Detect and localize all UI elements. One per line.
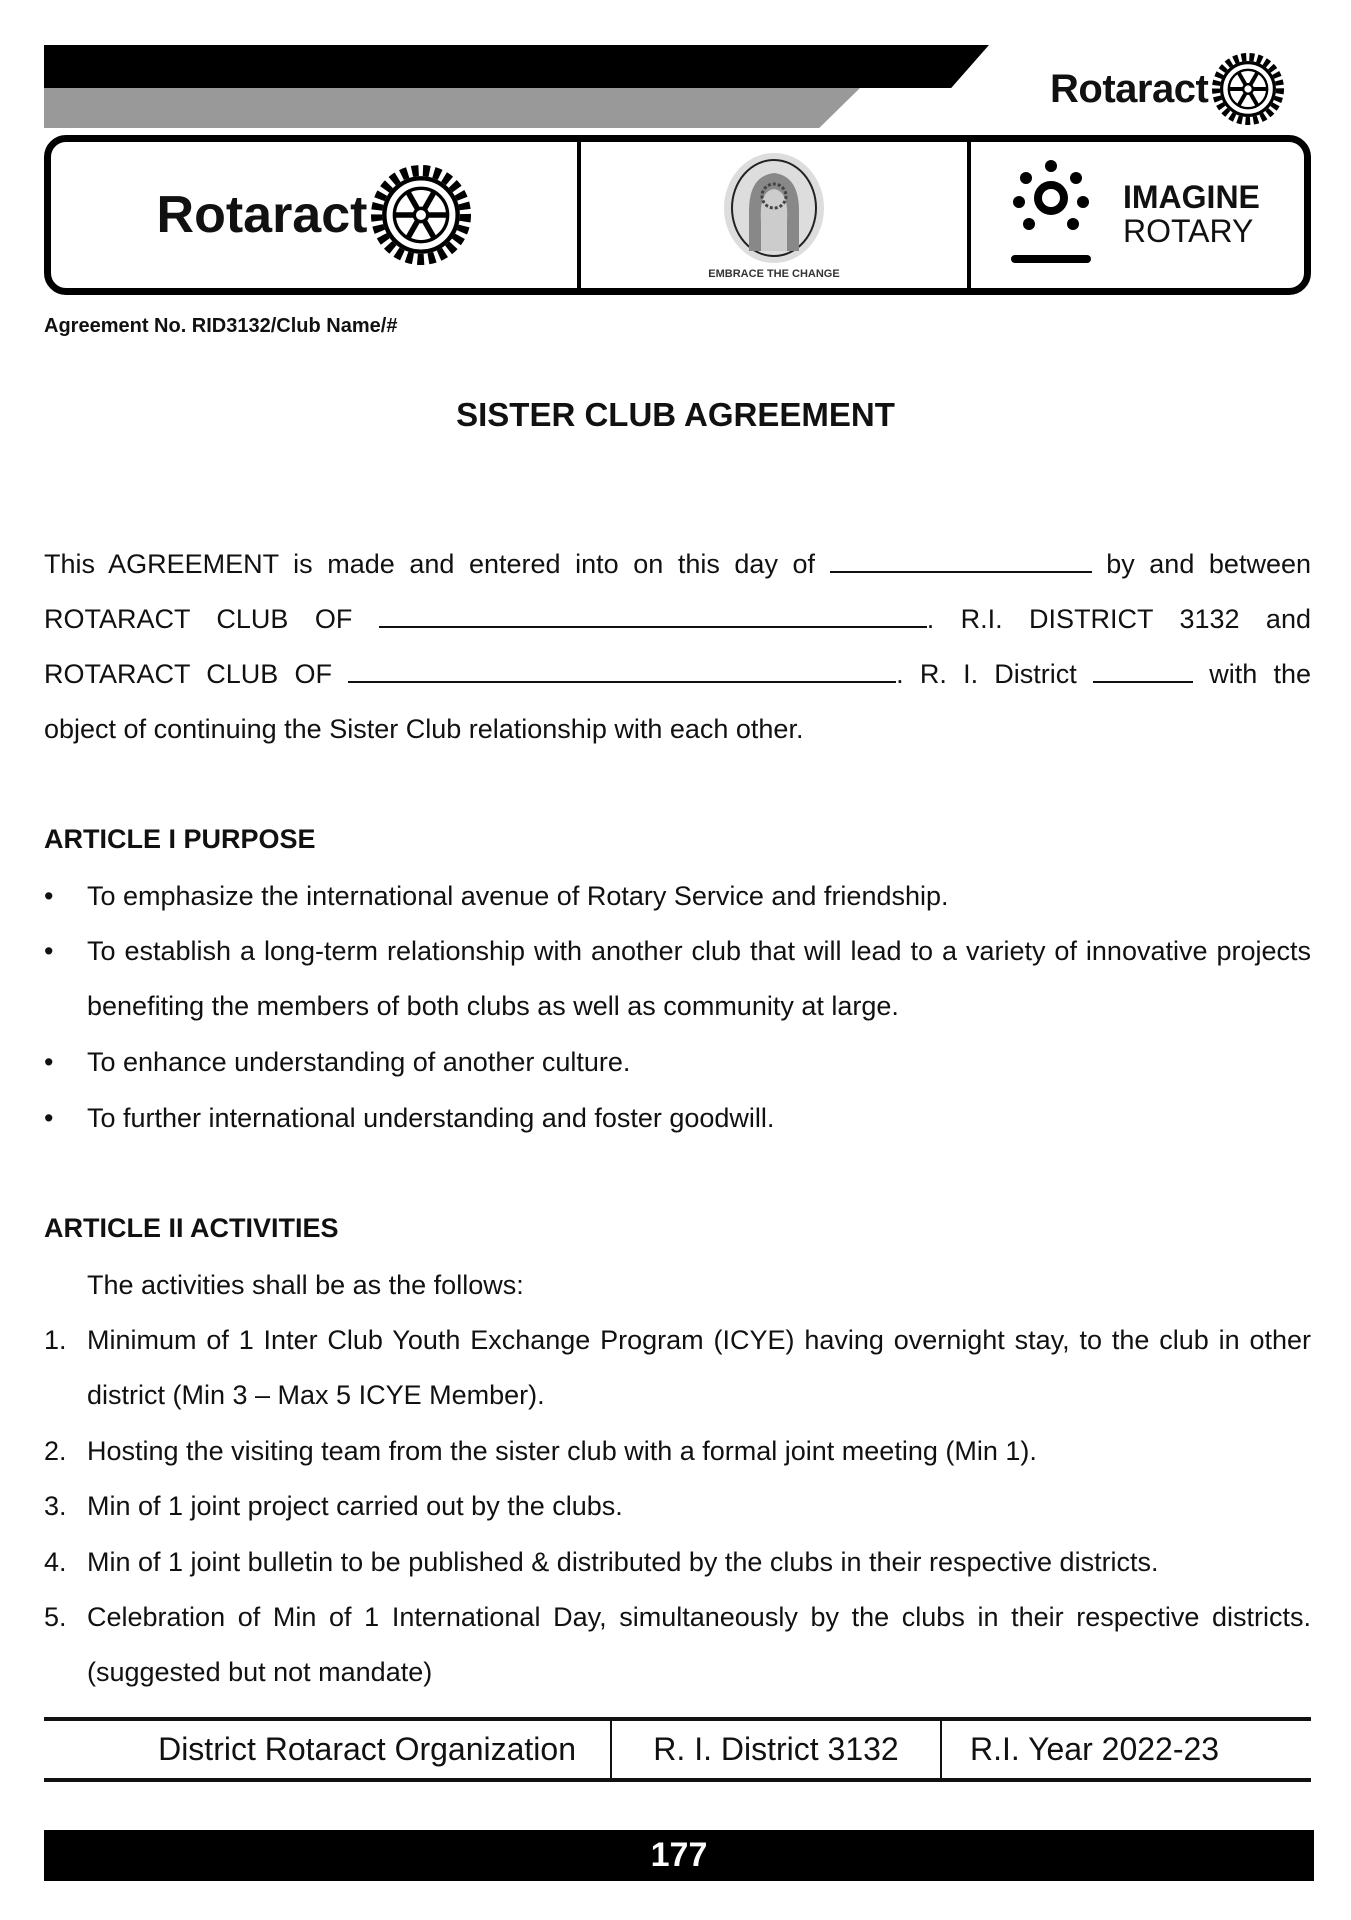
list-item	[44, 1313, 1311, 1423]
logo-text: Rotaract	[156, 186, 368, 244]
item-text: To establish a long-term relationship with another club that will lead to a variety of innovative projects benefiting the members of both clubs as well as community at large.	[87, 936, 1311, 1021]
list-item	[44, 1590, 1311, 1700]
intro-text: . R.I. DISTRICT 3132 and ROTARACT CLUB OF	[44, 604, 1311, 689]
bullet: •	[44, 936, 54, 966]
logo-banner	[44, 135, 1311, 295]
bullet: •	[44, 881, 54, 911]
sister-club-name-blank[interactable]	[348, 661, 896, 683]
intro-text: . R. I. District	[896, 659, 1077, 689]
list-item	[44, 869, 1311, 924]
footer-year: R.I. Year 2022-23	[970, 1731, 1220, 1767]
embrace-change-logo-cell	[581, 142, 971, 288]
rotaract-logo-cell	[51, 142, 581, 288]
item-number: 1.	[44, 1325, 67, 1355]
date-blank[interactable]	[830, 551, 1092, 573]
item-text: To further international understanding and foster goodwill.	[87, 1103, 775, 1133]
intro-text: by and between ROTARACT CLUB OF	[44, 549, 1311, 634]
item-text: Min of 1 joint bulletin to be published & distributed by the clubs in their respective districts.	[87, 1547, 1159, 1577]
item-number: 2.	[44, 1436, 67, 1466]
list-item	[44, 1535, 1311, 1590]
embrace-change-head-icon	[719, 151, 829, 266]
rotaract-logo-top	[1050, 49, 1284, 129]
bullet: •	[44, 1103, 54, 1133]
item-text: To enhance understanding of another culture.	[87, 1047, 631, 1077]
list-item	[44, 1035, 1311, 1090]
item-text: To emphasize the international avenue of Rotary Service and friendship.	[87, 881, 949, 911]
footer-organization: District Rotaract Organization	[44, 1721, 612, 1778]
rotary-text: ROTARY	[1123, 213, 1254, 249]
item-text: Celebration of Min of 1 International Day, simultaneously by the clubs in their respective districts. (suggested but not mandate)	[87, 1602, 1311, 1687]
intro-paragraph	[44, 537, 1311, 757]
intro-text: This AGREEMENT is made and entered into on this day of	[44, 549, 816, 579]
rotary-wheel-icon	[1212, 49, 1284, 129]
imagine-rotary-logo-cell	[971, 142, 1304, 288]
page-footer	[44, 1717, 1311, 1782]
activities-intro	[44, 1258, 1311, 1313]
header-gray-band	[44, 88, 860, 128]
list-item	[44, 1091, 1311, 1146]
footer-district: R. I. District 3132	[612, 1721, 942, 1778]
item-number: 3.	[44, 1491, 67, 1521]
imagine-sun-icon	[1011, 158, 1101, 273]
rotary-wheel-icon	[371, 160, 471, 270]
imagine-text: IMAGINE	[1123, 179, 1260, 216]
header-black-band	[44, 45, 989, 88]
logo-text: Rotaract	[1050, 66, 1209, 111]
list-item	[44, 924, 1311, 1034]
page-title: SISTER CLUB AGREEMENT	[456, 396, 895, 433]
article-1-heading: ARTICLE I PURPOSE	[44, 824, 316, 854]
item-text: The activities shall be as the follows:	[87, 1270, 524, 1300]
club-name-blank[interactable]	[379, 606, 927, 628]
item-text: Min of 1 joint project carried out by the clubs.	[87, 1491, 623, 1521]
list-item	[44, 1424, 1311, 1479]
bullet: •	[44, 1047, 54, 1077]
intro-text: with the object of continuing the Sister Club relationship with each other.	[44, 659, 1311, 744]
item-number: 5.	[44, 1602, 67, 1632]
indent	[44, 1258, 87, 1313]
embrace-caption: EMBRACE THE CHANGE	[708, 267, 840, 280]
agreement-number: Agreement No. RID3132/Club Name/#	[44, 315, 398, 337]
district-blank[interactable]	[1093, 661, 1193, 683]
item-number: 4.	[44, 1547, 67, 1577]
page-number: 177	[44, 1830, 1314, 1881]
item-text: Hosting the visiting team from the sister club with a formal joint meeting (Min 1).	[87, 1436, 1037, 1466]
article-2-heading: ARTICLE II ACTIVITIES	[44, 1213, 339, 1243]
list-item	[44, 1479, 1311, 1534]
item-text: Minimum of 1 Inter Club Youth Exchange Program (ICYE) having overnight stay, to the club in other district (Min 3 – Max 5 ICYE Member).	[87, 1325, 1311, 1410]
